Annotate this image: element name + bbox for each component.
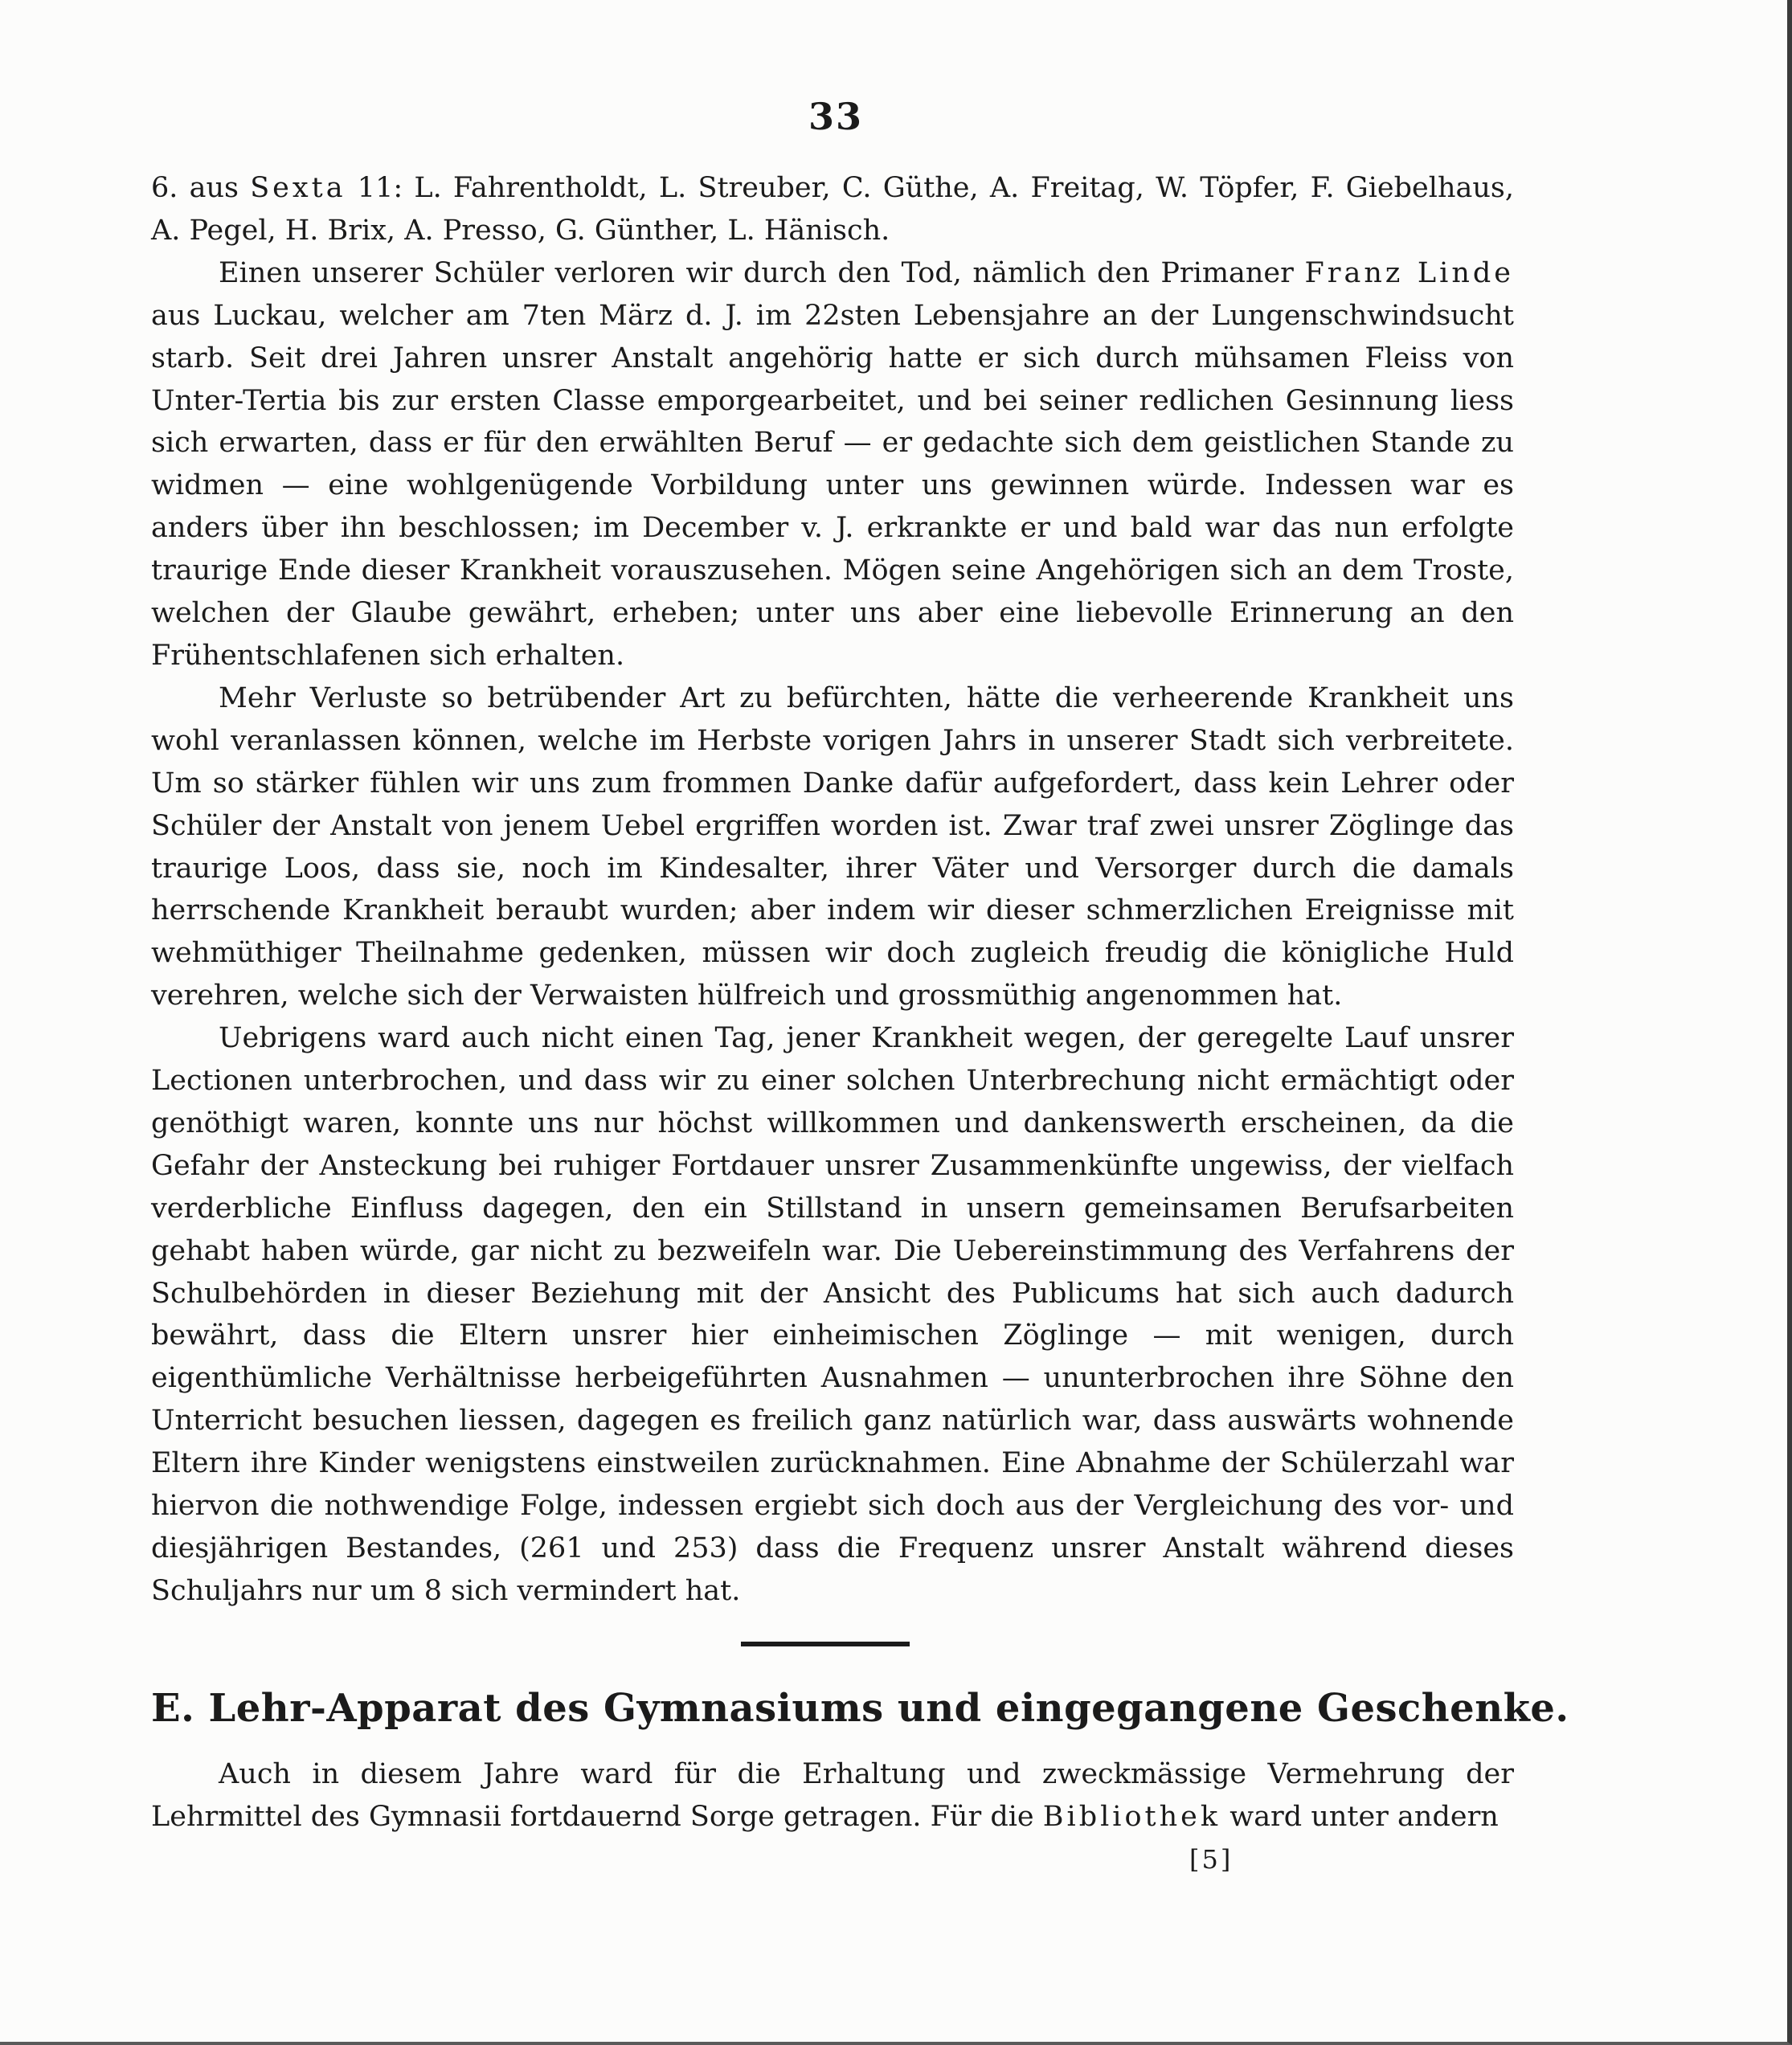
paragraph-losses: Mehr Verluste so betrübender Art zu befürchten, hätte die verheerende Krankheit uns wohl veranlassen können, welche im Herbste vorigen Jahrs in unserer Stadt sich verbreitete. Um so stärker fühlen wir uns zum frommen Danke dafür aufgefordert, dass kein Lehrer oder Schüler der Anstalt von jenem Uebel ergriffen worden ist. Zwar traf zwei unsrer Zöglinge das traurige Loos, dass sie, noch im Kindesalter, ihrer Väter und Versorger durch die damals herrschende Krankheit beraubt wurden; aber indem wir dieser schmerzlichen Ereignisse mit wehmüthiger Theilnahme gedenken, müssen wir doch zugleich freudig die königliche Huld verehren, welche sich der Verwaisten hülfreich und grossmüthig angenommen hat. bbox=[151, 681, 1514, 1012]
student-name: Franz Linde bbox=[1304, 256, 1514, 289]
paragraph-death-notice bbox=[151, 252, 1514, 677]
sexta-student-list bbox=[151, 167, 1514, 252]
sexta-list-names: 11: L. Fahrentholdt, L. Streuber, C. Güthe, A. Freitag, W. Töpfer, F. Giebelhaus, A. Pegel, H. Brix, A. Presso, G. Günther, L. Hänisch. bbox=[151, 172, 1514, 247]
section-text bbox=[151, 1753, 1514, 1838]
library-word: Bibliothek bbox=[1042, 1801, 1221, 1833]
section-heading: E. Lehr-Apparat des Gymnasiums und eingegangene Geschenke. bbox=[151, 1686, 1569, 1731]
page-number: 33 bbox=[808, 95, 863, 138]
death-notice-body: aus Luckau, welcher am 7ten März d. J. im 22sten Lebensjahre an der Lungenschwindsucht starb. Seit drei Jahren unsrer Anstalt angehörig hatte er sich durch mühsamen Fleiss von Unter-Tertia bis zur ersten Classe emporgearbeitet, und bei seiner redlichen Gesinnung liess sich erwarten, dass er für den erwählten Beruf — er gedachte sich dem geistlichen Stande zu widmen — eine wohlgenügende Vorbildung unter uns gewinnen würde. Indessen war es anders über ihn beschlossen; im December v. J. erkrankte er und bald war das nun erfolgte traurige Ende dieser Krankheit vorauszusehen. Mögen seine Angehörigen sich an dem Troste, welchen der Glaube gewährt, erheben; unter uns aber eine liebevolle Erinnerung an den Frühentschlafenen sich erhalten. bbox=[151, 299, 1514, 672]
paragraph-lessons: Uebrigens ward auch nicht einen Tag, jener Krankheit wegen, der geregelte Lauf unsrer Lectionen unterbrochen, und dass wir zu einer solchen Unterbrechung nicht ermächtigt oder genöthigt waren, konnte uns nur höchst willkommen und dankenswerth erscheinen, da die Gefahr der Ansteckung bei ruhiger Fortdauer unsrer Zusammenkünfte ungewiss, der vielfach verderbliche Einfluss dagegen, den ein Stillstand in unsern gemeinsamen Berufsarbeiten gehabt haben würde, gar nicht zu bezweifeln war. Die Uebereinstimmung des Verfahrens der Schulbehörden in dieser Beziehung mit der Ansicht des Publicums hat sich auch dadurch bewährt, dass die Eltern unsrer hier einheimischen Zöglinge — mit wenigen, durch eigenthümliche Verhältnisse herbeigeführten Ausnahmen — ununterbrochen ihre Söhne den Unterricht besuchen liessen, dagegen es freilich ganz natürlich war, dass auswärts wohnende Eltern ihre Kinder wenigstens einstweilen zurücknahmen. Eine Abnahme der Schülerzahl war hiervon die nothwendige Folge, indessen ergiebt sich doch aus der Vergleichung des vor- und diesjährigen Bestandes, (261 und 253) dass die Frequenz unsrer Anstalt während dieses Schuljahrs nur um 8 sich vermindert hat. bbox=[151, 1022, 1514, 1607]
body-text bbox=[151, 167, 1514, 1613]
section-divider bbox=[741, 1642, 910, 1646]
section-paragraph bbox=[151, 1753, 1514, 1838]
sexta-class-name: Sexta bbox=[250, 172, 346, 204]
death-notice-intro: Einen unserer Schüler verloren wir durch den Tod, nämlich den Primaner bbox=[219, 256, 1294, 289]
signature-mark: [5] bbox=[1189, 1844, 1234, 1875]
sexta-list-lead: 6. aus bbox=[151, 172, 239, 204]
section-paragraph-end: ward unter andern bbox=[1229, 1801, 1499, 1833]
section-paragraph-start: Auch in diesem Jahre ward für die Erhaltung und zweckmässige Vermehrung der Lehrmittel des Gymnasii fortdauernd Sorge getragen. Für die bbox=[151, 1758, 1514, 1833]
